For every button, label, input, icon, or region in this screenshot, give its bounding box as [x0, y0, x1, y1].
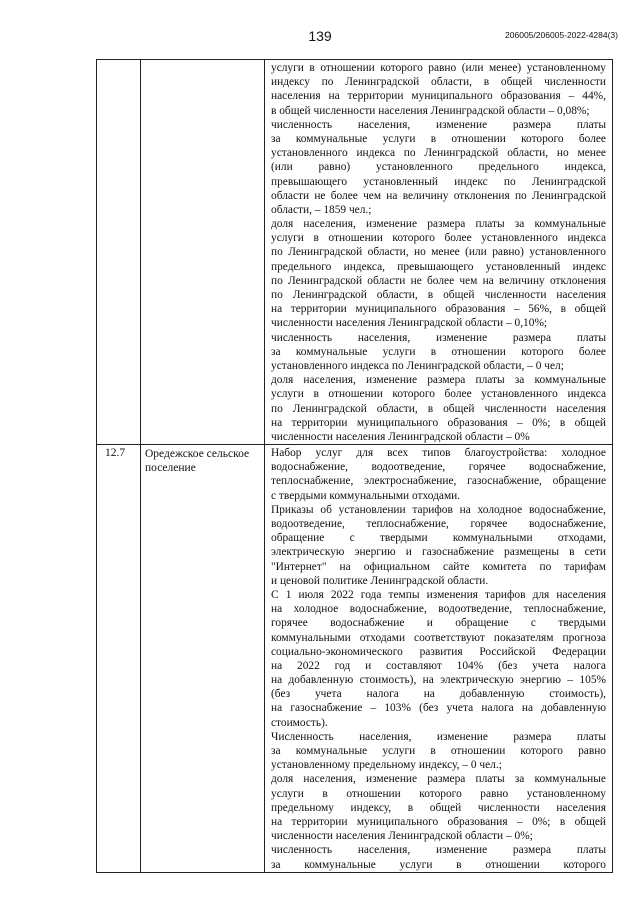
text-line: установленного индекса по Ленинградской области, но менее	[271, 147, 606, 160]
text-line: на холодное водоснабжение, водоотведение, теплоснабжение,	[271, 603, 606, 616]
text-line: водоотведение, теплоснабжение, горячее водоснабжение,	[271, 518, 606, 530]
text-line: индексу по Ленинградской области, в общей численности	[271, 76, 606, 89]
text-line: водоснабжение, водоотведение, горячее водоснабжение,	[271, 461, 606, 474]
text-line: горячее водоснабжение и обращение с твердыми	[271, 617, 606, 630]
text-line: услуги в отношении которого более установленного индекса	[271, 232, 606, 245]
text-line: услуги в отношении которого более установленного индекса	[271, 388, 606, 401]
text-line: установленному предельному индексу, – 0 чел.;	[271, 759, 502, 772]
text-line: Численность населения, изменение размера платы	[271, 730, 606, 743]
text-line: с твердыми коммунальными отходами.	[271, 489, 461, 502]
text-line: на добавленную стоимость), на электрическую энергию – 105%	[271, 674, 606, 687]
text-line: численность населения, изменение размера платы	[271, 331, 606, 344]
text-line: коммунальными отходами соответствуют показателям прогноза	[271, 631, 606, 644]
document-id: 206005/206005-2022-4284(3)	[505, 30, 618, 40]
text-line: численность населения, изменение размера платы	[271, 844, 606, 857]
text-line: за коммунальные услуги в отношении которого более	[271, 345, 606, 358]
text-line: населения на территории муниципального образования – 44%,	[271, 90, 606, 103]
text-line: услуги в отношении которого равно установленному	[271, 787, 606, 800]
text-line: по Ленинградской области, в общей численности населения	[271, 402, 606, 415]
text-line: за коммунальные услуги в отношении которого более	[271, 132, 606, 145]
text-line: доля населения, изменение размера платы за коммунальные	[271, 773, 606, 786]
text-line: социально-экономического развития Российской Федерации	[271, 645, 606, 658]
text-line: электрическую энергию и газоснабжение размещены в сети	[271, 546, 606, 559]
text-line: в общей численности населения Ленинградской области – 0,08%;	[271, 104, 590, 117]
text-line: численности населения Ленинградской области – 0%;	[271, 830, 533, 843]
text-line: доля населения, изменение размера платы за коммунальные	[271, 218, 606, 231]
text-line: на территории муниципального образования – 56%, в общей	[271, 303, 606, 316]
settlement-name-cell: Оредежское сельское поселение	[141, 445, 265, 873]
settlement-name-cell	[141, 60, 265, 445]
text-line: численность населения, изменение размера платы	[271, 118, 606, 131]
text-line: (без учета налога на добавленную стоимость),	[271, 688, 606, 701]
text-line: по Ленинградской области, но менее (или равно) установленного	[271, 246, 606, 259]
text-line: услуги в отношении которого равно (или менее) установленному	[271, 62, 606, 74]
text-line: стоимость).	[271, 716, 328, 729]
table-row	[97, 60, 613, 445]
page-number: 139	[308, 28, 332, 44]
text-line: Приказы об установлении тарифов на холодное водоснабжение,	[271, 503, 606, 516]
text-line: предельному индексу, в общей численности населения	[271, 801, 606, 814]
text-line: и ценовой политике Ленинградской области.	[271, 574, 489, 587]
row-number-cell	[97, 60, 141, 445]
description-cell	[265, 60, 613, 445]
text-line: на 2022 год и составляют 104% (без учета налога	[271, 659, 606, 672]
text-line: на территории муниципального образования – 0%; в общей	[271, 815, 606, 828]
text-line: на газоснабжение – 103% (без учета налога на добавленную	[271, 702, 606, 715]
text-line: установленного индекса по Ленинградской области, – 0 чел;	[271, 359, 564, 372]
row-number-cell: 12.7	[97, 445, 141, 873]
text-line: обращение с твердыми коммунальными отходами,	[271, 532, 606, 545]
text-line: на территории муниципального образования – 0%; в общей	[271, 416, 606, 429]
text-line: за коммунальные услуги в отношении которого равно	[271, 745, 606, 757]
text-line: численности населения Ленинградской области – 0%	[271, 430, 530, 443]
text-line: "Интернет" на официальном сайте комитета по тарифам	[271, 560, 606, 573]
text-line: Набор услуг для всех типов благоустройства: холодное	[271, 447, 606, 460]
text-line: области не более чем на величину отклонения по Ленинградской	[271, 189, 606, 202]
text-line: области, – 1859 чел.;	[271, 203, 372, 216]
text-line: по Ленинградской области, в общей численности населения	[271, 289, 606, 301]
tariff-table	[96, 59, 613, 873]
table-row	[97, 445, 613, 873]
text-line: по Ленинградской области не более чем на величину отклонения	[271, 274, 606, 287]
text-line: доля населения, изменение размера платы за коммунальные	[271, 374, 606, 387]
text-line: превышающего установленный индекс по Ленинградской	[271, 175, 606, 188]
description-cell	[265, 445, 613, 873]
text-line: теплоснабжение, электроснабжение, газоснабжение, обращение	[271, 475, 606, 488]
text-line: предельного индекса, превышающего установленный индекс	[271, 260, 606, 273]
text-line: численности населения Ленинградской области – 0,10%;	[271, 317, 548, 330]
text-line: С 1 июля 2022 года темпы изменения тарифов для населения	[271, 588, 606, 601]
text-line: за коммунальные услуги в отношении которого	[271, 858, 606, 871]
text-line: (или равно) установленного предельного индекса,	[271, 161, 606, 174]
